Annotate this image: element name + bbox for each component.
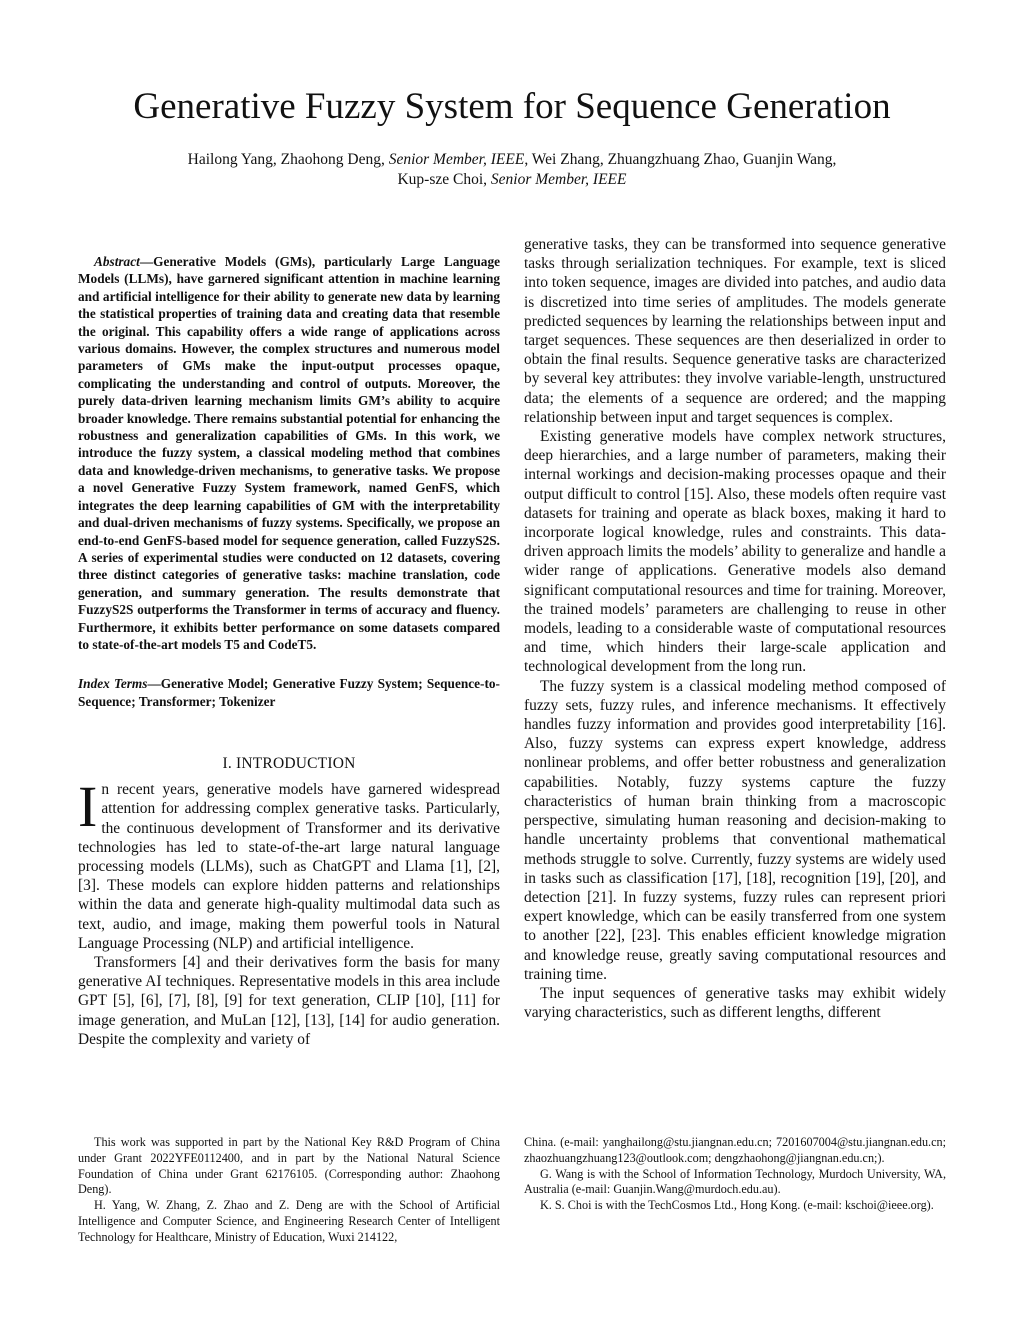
abstract-text: —Generative Models (GMs), particularly Large Language Models (LLMs), have garnered significant attention in machine learning and artificial intelligence for their ability to generate new data by learning the statistical properties of training data and creating data that resemble the original. This capability offers a wide range of applications across various domains. However, the complex structures and numerous model parameters of GMs make the input-output processes opaque, complicating the understanding and control of outputs. Moreover, the purely data-driven learning mechanism limits GM’s ability to acquire broader knowledge. There remains substantial potential for enhancing the robustness and generalization capabilities of GMs. In this work, we introduce the fuzzy system, a classical modeling method that combines data and knowledge-driven mechanisms, to generative tasks. We propose a novel Generative Fuzzy System framework, named GenFS, which integrates the deep learning capabilities of GM with the interpretability and dual-driven mechanisms of fuzzy systems. Specifically, we propose an end-to-end GenFS-based model for sequence generation, called FuzzyS2S. A series of experimental studies were conducted on 12 datasets, covering three distinct categories of generative tasks: machine translation, code generation, and summary generation. The results demonstrate that FuzzyS2S outperforms the Transformer in terms of accuracy and fluency. Furthermore, it exhibits better performance on some datasets compared to state-of-the-art models T5 and CodeT5. bbox=[78, 254, 500, 652]
footnotes-left bbox=[78, 1135, 500, 1246]
intro-paragraph-5: The fuzzy system is a classical modeling method composed of fuzzy sets, fuzzy rules, and inference mechanisms. It effectively handles fuzzy information and provides good interpretability [16]. Also, fuzzy systems can express expert knowledge, address nonlinear problems, and offer better robustness and generalization capabilities. Notably, fuzzy systems capture the fuzzy characteristics of human brain thinking from a macroscopic perspective, simulating human reasoning and decision-making to handle uncertainty problems that conventional mathematical methods struggle to solve. Currently, fuzzy systems are widely used in tasks such as classification [17], [18], recognition [19], [20], and detection [21]. In fuzzy systems, fuzzy rules can represent priori expert knowledge, which can be easily transferred from one system to another [22], [23]. This enables efficient knowledge migration and knowledge reuse, greatly saving computational resources and training time. bbox=[524, 677, 946, 983]
section-heading-introduction: I. INTRODUCTION bbox=[222, 755, 356, 773]
footnote-affiliation-2: G. Wang is with the School of Information Technology, Murdoch University, WA, Australia (e-mail: Guanjin.Wang@murdoch.edu.au). bbox=[524, 1166, 946, 1197]
intro-paragraph-3: generative tasks, they can be transformed into sequence generative tasks through serialization techniques. For example, text is sliced into token sequence, images are divided into patches, and audio data is discretized into time series of amplitudes. The models generate predicted sequences by learning the relationships between input and target sequences. These sequences are then deserialized in order to obtain the final results. Sequence generative tasks are characterized by several key attributes: they involve variable-length, unstructured data; the elements of a sequence are ordered; and the mapping relationship between input and target sequences is complex. bbox=[524, 236, 946, 426]
index-terms-lead: Index Terms bbox=[78, 676, 148, 692]
abstract-lead: Abstract bbox=[94, 254, 140, 269]
paper-title: Generative Fuzzy System for Sequence Generation bbox=[133, 86, 891, 127]
footnote-affiliation-3: K. S. Choi is with the TechCosmos Ltd., Hong Kong. (e-mail: kschoi@ieee.org). bbox=[540, 1198, 934, 1213]
intro-paragraph-4: Existing generative models have complex network structures, deep hierarchies, and a large number of parameters, making their internal workings and decision-making processes opaque and their output difficult to control [15]. Also, these models often require vast datasets for training and operate as black boxes, making it hard to incorporate logical knowledge, rules and constraints. This data-driven approach limits the models’ ability to generalize and handle a wider range of applications. Generative models also demand significant computational resources and time for training. Moreover, the trained models’ parameters are challenging to reuse in other models, leading to a considerable waste of computational resources and time, which hinders their large-scale application and technological development from the long run. bbox=[524, 428, 946, 676]
author-line-2 bbox=[100, 170, 924, 190]
right-column bbox=[524, 235, 946, 1022]
author-line-1 bbox=[100, 150, 924, 170]
footnotes-right bbox=[524, 1135, 946, 1214]
abstract bbox=[78, 253, 500, 653]
footnote-funding: This work was supported in part by the National Key R&D Program of China under Grant 2022YFE0112400, and in part by the National Natural Science Foundation of China under Grant 62176105. (Corresponding author: Zhaohong Deng). bbox=[78, 1135, 500, 1197]
author-names-1a: Hailong Yang, Zhaohong Deng, bbox=[187, 151, 389, 168]
intro-paragraph-2: Transformers [4] and their derivatives form the basis for many generative AI techniques. Representative models in this area include GPT [5], [6], [7], [8], [9] for text generation, CLIP [10], [11] for image generation, and MuLan [12], [13], [14] for audio generation. Despite the complexity and variety of bbox=[78, 953, 500, 1048]
intro-paragraph-6: The input sequences of generative tasks may exhibit widely varying characteristics, such as different lengths, different bbox=[524, 984, 946, 1022]
author-role-2: Senior Member, IEEE bbox=[490, 171, 627, 188]
footnote-emails: China. (e-mail: yanghailong@stu.jiangnan.edu.cn; 7201607004@stu.jiangnan.edu.cn; zhaozhuangzhuang123@outlook.com; dengzhaohong@jiangnan.edu.cn;). bbox=[524, 1135, 946, 1165]
author-role-1: Senior Member, IEEE bbox=[388, 151, 525, 168]
footnote-affiliation-1: H. Yang, W. Zhang, Z. Zhao and Z. Deng are with the School of Artificial Intelligence and Computer Science, and Engineering Research Center of Intelligent Technology for Healthcare, Ministry of Education, Wuxi 214122, bbox=[78, 1198, 500, 1244]
author-list bbox=[100, 150, 924, 190]
intro-paragraph-1 bbox=[78, 774, 500, 953]
author-names-1b: , Wei Zhang, Zhuangzhuang Zhao, Guanjin Wang, bbox=[524, 151, 837, 168]
index-terms-text: —Generative Model; Generative Fuzzy System; Sequence-to-Sequence; Transformer; Tokenizer bbox=[78, 676, 500, 709]
index-terms bbox=[78, 675, 500, 710]
intro-paragraph-1-text: n recent years, generative models have garnered widespread attention for addressing complex generative tasks. Particularly, the continuous development of Transformer and its derivative technologies has led to state-of-the-art large natural language processing models (LLMs), such as ChatGPT and Llama [1], [2], [3]. These models can explore hidden patterns and relationships within the data and generate high-quality multimodal data such as text, audio, and image, making them powerful tools in Natural Language Processing (NLP) and artificial intelligence. bbox=[78, 781, 500, 952]
drop-cap: I bbox=[78, 774, 98, 840]
left-column bbox=[78, 235, 500, 1049]
author-names-2a: Kup-sze Choi, bbox=[397, 171, 491, 188]
